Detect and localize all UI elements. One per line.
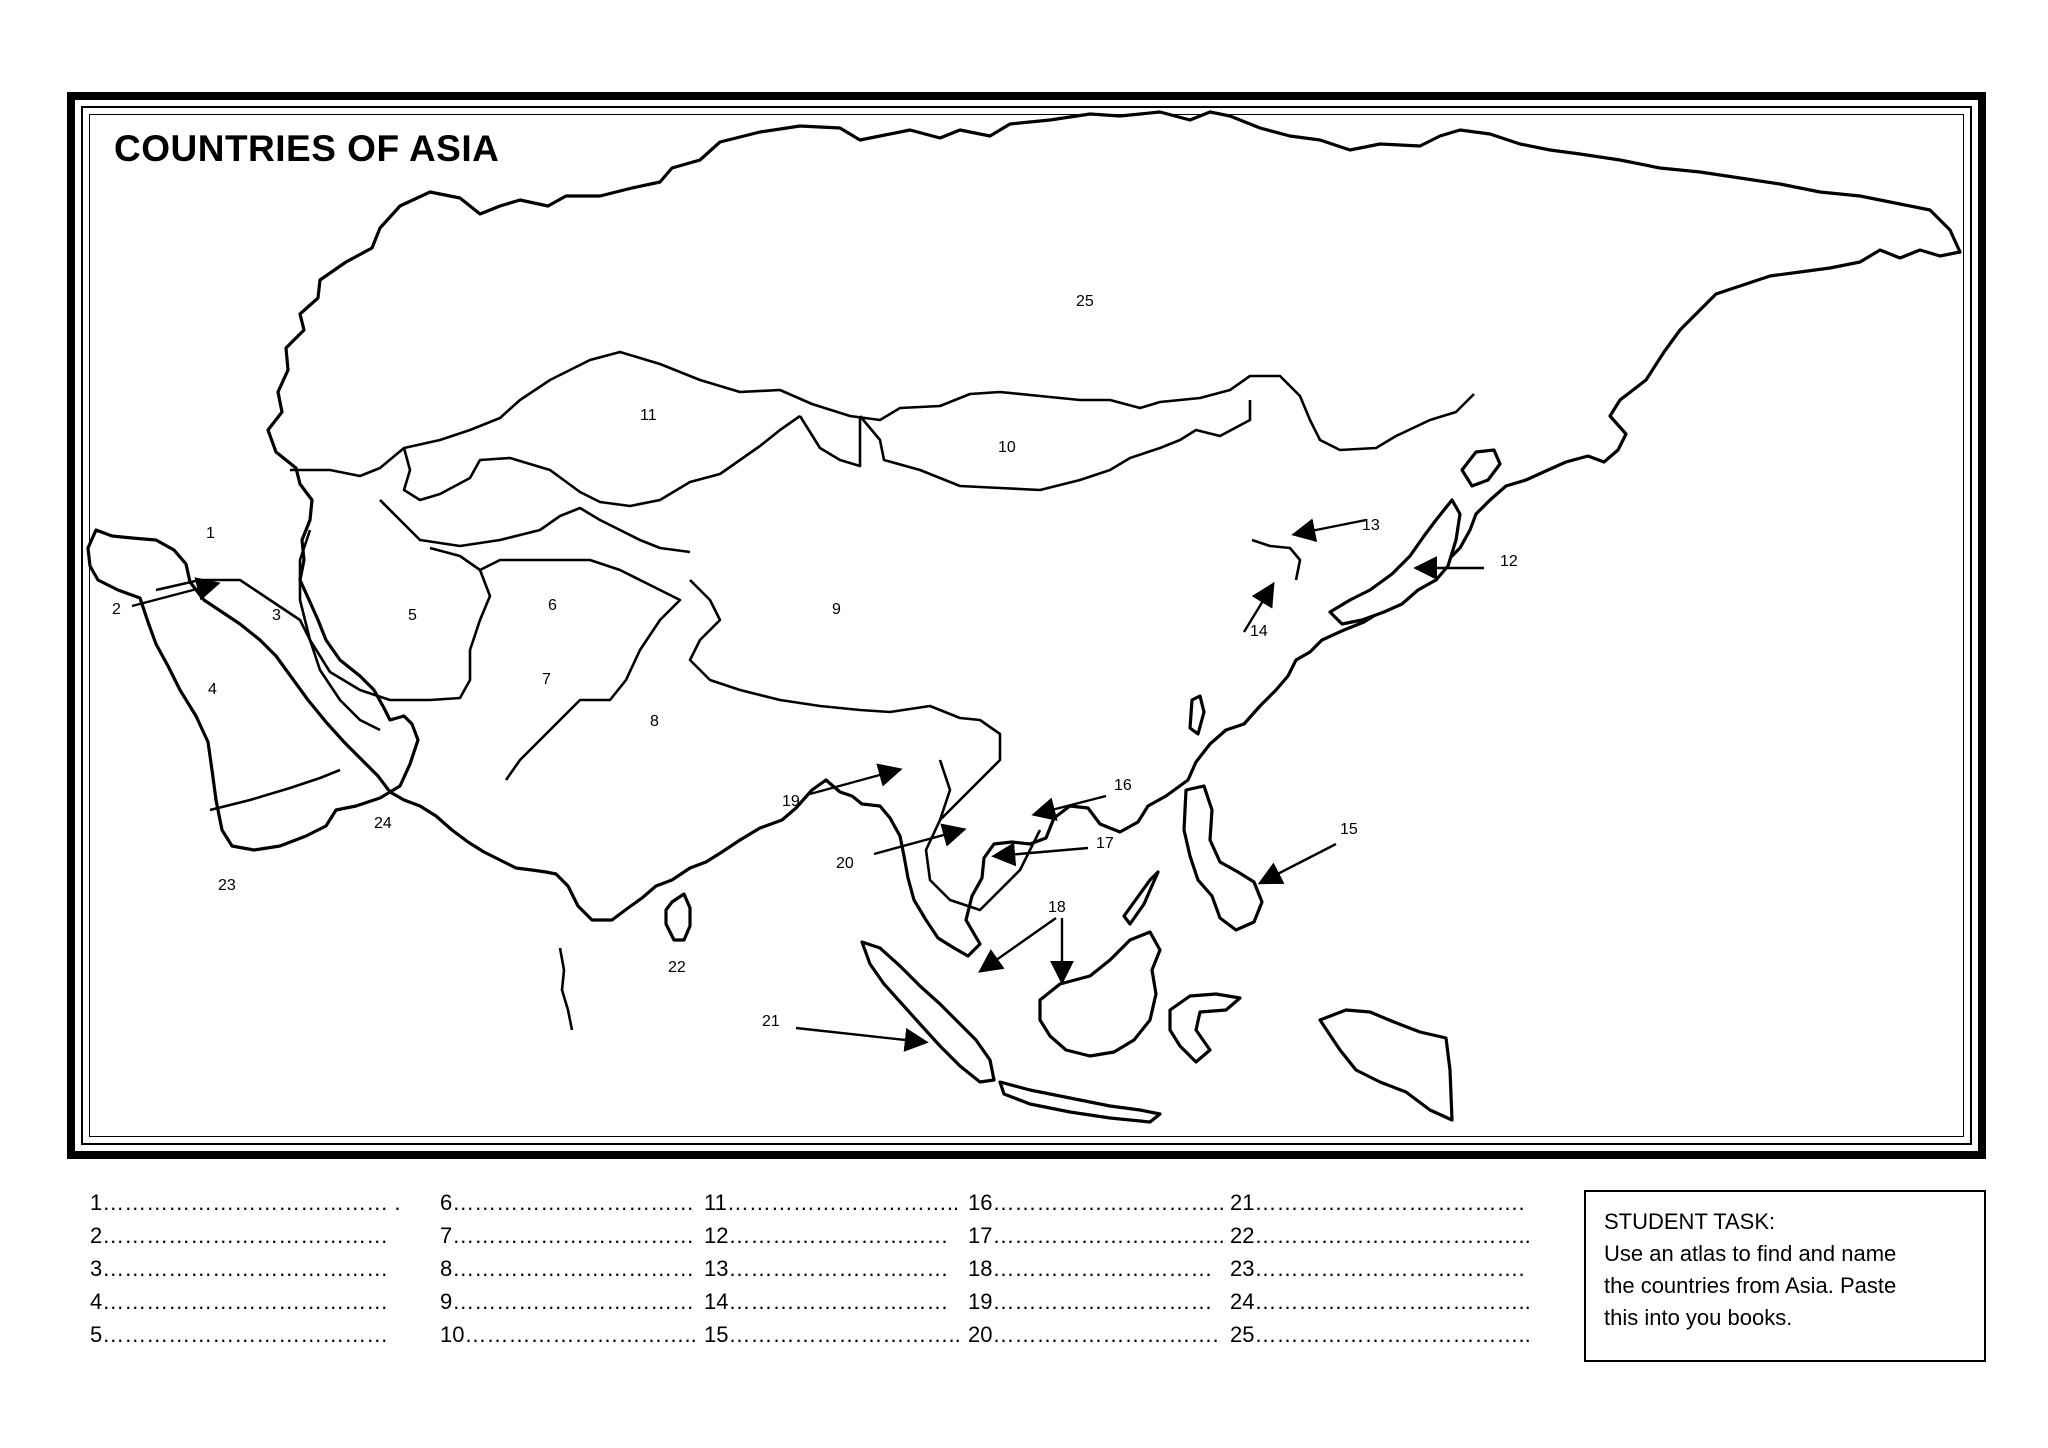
island-java [1000, 1082, 1160, 1122]
map-label-22: 22 [668, 959, 686, 976]
map-label-7: 7 [542, 671, 551, 688]
answer-column-1 [90, 1186, 400, 1351]
answer-line[interactable]: 2………………………………… [90, 1223, 389, 1248]
map-label-20: 20 [836, 855, 854, 872]
task-heading: STUDENT TASK: [1604, 1209, 1776, 1234]
island-philippines [1184, 786, 1262, 930]
island-sumatra [862, 942, 994, 1082]
answer-line[interactable]: 19………………………… [968, 1289, 1213, 1314]
map-label-18: 18 [1048, 899, 1066, 916]
map-label-17: 17 [1096, 835, 1114, 852]
answer-column-4 [968, 1186, 1225, 1351]
answer-line[interactable]: 22……………………………….. [1230, 1223, 1531, 1248]
map-label-3: 3 [272, 607, 281, 624]
island-new-guinea [1320, 1010, 1452, 1120]
answer-line[interactable]: 11………………………….. [704, 1190, 960, 1215]
task-line: this into you books. [1604, 1305, 1793, 1330]
map-label-23: 23 [218, 877, 236, 894]
task-line: the countries from Asia. Paste [1604, 1273, 1897, 1298]
answer-line[interactable]: 7…………………………… [440, 1223, 695, 1248]
map-label-6: 6 [548, 597, 557, 614]
answer-line[interactable]: 25……………………………….. [1230, 1322, 1531, 1347]
map-label-24: 24 [374, 815, 392, 832]
map-label-25: 25 [1076, 293, 1094, 310]
answer-line[interactable]: 13………………………… [704, 1256, 949, 1281]
answer-line[interactable]: 15………………………….. [704, 1322, 961, 1347]
answer-line[interactable]: 21………………………………. [1230, 1190, 1525, 1215]
page-title: COUNTRIES OF ASIA [114, 128, 500, 169]
landmass-north [88, 112, 1960, 956]
answer-line[interactable]: 10………………………….. [440, 1322, 697, 1347]
answer-line[interactable]: 24……………………………….. [1230, 1289, 1531, 1314]
student-task-box [1584, 1190, 1986, 1362]
map-label-4: 4 [208, 681, 217, 698]
arrow-21 [796, 1028, 924, 1042]
island-sulawesi [1170, 994, 1240, 1062]
map-label-8: 8 [650, 713, 659, 730]
answer-column-5 [1230, 1186, 1531, 1351]
map-label-9: 9 [832, 601, 841, 618]
map-label-19: 19 [782, 793, 800, 810]
map-label-2: 2 [112, 601, 121, 618]
arrow-18a [982, 918, 1056, 970]
answer-line[interactable]: 4………………………………… [90, 1289, 389, 1314]
answer-line[interactable]: 3………………………………… [90, 1256, 389, 1281]
island-borneo [1040, 932, 1160, 1056]
map-label-13: 13 [1362, 517, 1380, 534]
answer-line[interactable]: 12………………………… [704, 1223, 949, 1248]
answer-line[interactable]: 14………………………… [704, 1289, 949, 1314]
island-palawan [1124, 872, 1158, 924]
arrow-17 [996, 848, 1088, 856]
map-label-1: 1 [206, 525, 215, 542]
island-maldives [560, 948, 572, 1030]
map-label-5: 5 [408, 607, 417, 624]
answer-line[interactable]: 5………………………………… [90, 1322, 389, 1347]
answer-column-3 [704, 1186, 961, 1351]
map-label-12: 12 [1500, 553, 1518, 570]
map-label-14: 14 [1250, 623, 1268, 640]
answer-line[interactable]: 16………………………….. [968, 1190, 1225, 1215]
answer-line[interactable]: 8…………………………… [440, 1256, 695, 1281]
map-label-16: 16 [1114, 777, 1132, 794]
answer-line[interactable]: 17………………………….. [968, 1223, 1225, 1248]
answer-line[interactable]: 9…………………………… [440, 1289, 695, 1314]
answer-line[interactable]: 23………………………………. [1230, 1256, 1525, 1281]
answer-line[interactable]: 6…………………………… [440, 1190, 695, 1215]
arrow-15 [1262, 844, 1336, 882]
answer-column-2 [440, 1186, 697, 1351]
answer-line[interactable]: 18………………………… [968, 1256, 1213, 1281]
map-label-15: 15 [1340, 821, 1358, 838]
task-line: Use an atlas to find and name [1604, 1241, 1897, 1266]
map-label-21: 21 [762, 1013, 780, 1030]
map-label-10: 10 [998, 439, 1016, 456]
map-label-11: 11 [640, 407, 657, 424]
answer-line[interactable]: 1………………………………… . [90, 1190, 401, 1215]
answer-line[interactable]: 20…………………………. [968, 1322, 1219, 1347]
island-sri-lanka [666, 894, 690, 940]
